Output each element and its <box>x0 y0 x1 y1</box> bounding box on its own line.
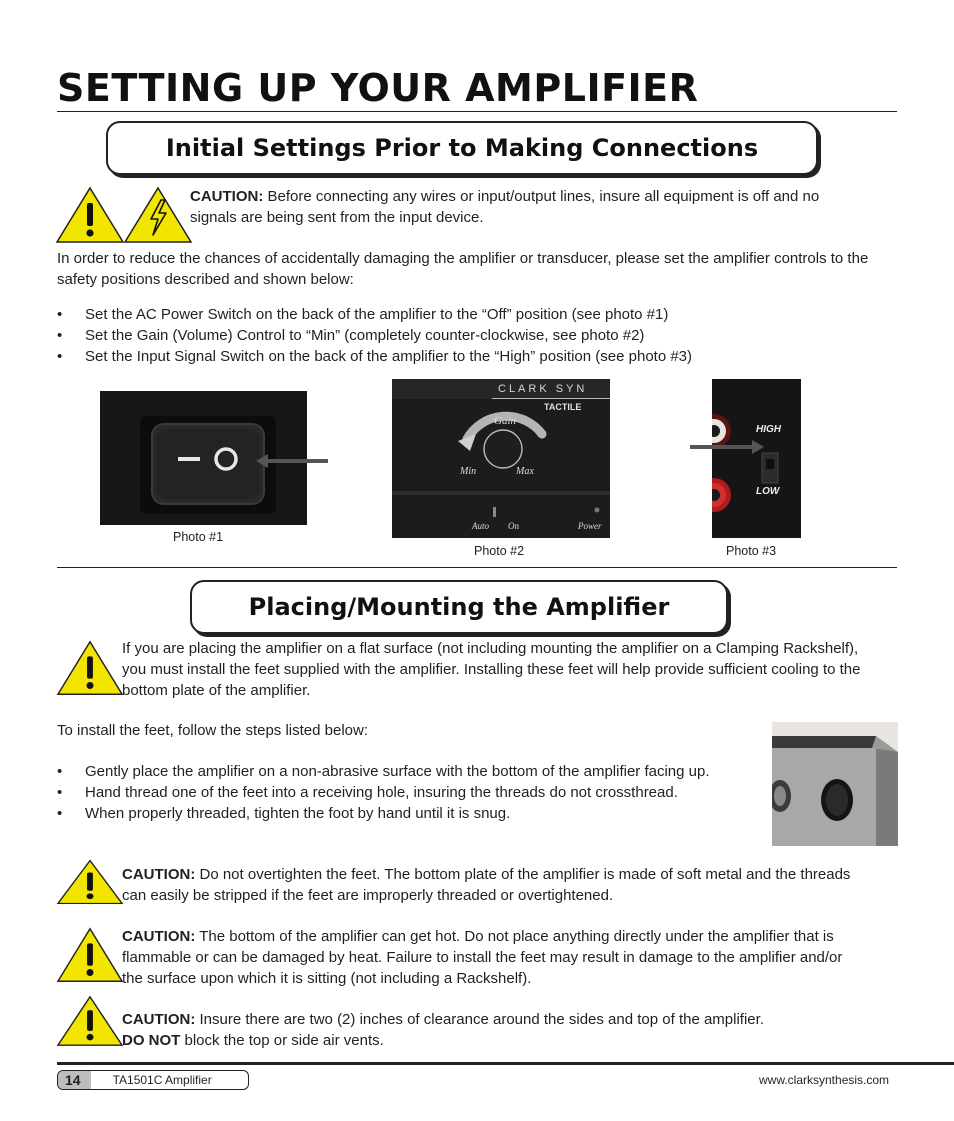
list-item: • Hand thread one of the feet into a receiving hole, insuring the threads do not crossthread. <box>57 782 769 803</box>
exclamation-warning-icon <box>56 995 124 1047</box>
list-item: • Set the Input Signal Switch on the back of the amplifier to the “High” position (see photo #3) <box>57 346 887 367</box>
exclamation-warning-icon <box>56 859 124 905</box>
title-rule <box>57 111 897 112</box>
photo2-power: Power <box>578 521 602 531</box>
photo2-caption: Photo #2 <box>474 544 525 558</box>
photo2-auto: Auto <box>472 521 489 531</box>
photo-bottom-plate <box>772 722 898 846</box>
photo2-model: TACTILE <box>544 402 582 412</box>
list-item: • Gently place the amplifier on a non-abrasive surface with the bottom of the amplifier facing up. <box>57 761 769 782</box>
arrow-icon <box>690 439 766 455</box>
photo2-min: Min <box>460 466 477 477</box>
footer-model: TA1501C Amplifier <box>112 1073 212 1087</box>
photo-input-switch <box>712 379 801 538</box>
page-number: 14 <box>58 1071 91 1089</box>
photo2-brand: CLARK SYN <box>498 383 588 395</box>
exclamation-warning-icon <box>55 186 125 244</box>
list-item: • Set the AC Power Switch on the back of the amplifier to the “Off” position (see photo #1) <box>57 304 887 325</box>
footer-website: www.clarksynthesis.com <box>759 1073 890 1087</box>
feet-note: If you are placing the amplifier on a flat surface (not including mounting the amplifier on a Clamping Rackshelf), you must install the feet supplied with the amplifier. Installing these feet will help provide sufficient cooling to the bottom plate of the amplifier. <box>122 640 861 699</box>
arrow-icon <box>254 453 330 469</box>
photo1-caption: Photo #1 <box>173 530 224 544</box>
page-title: SETTING UP YOUR AMPLIFIER <box>57 66 699 110</box>
photo2-max: Max <box>516 466 534 477</box>
exclamation-warning-icon <box>56 639 124 697</box>
section-heading-initial-settings: Initial Settings Prior to Making Connections <box>106 121 818 175</box>
photo3-low: LOW <box>756 486 780 497</box>
section-rule <box>57 567 897 568</box>
caution-overtighten: CAUTION: Do not overtighten the feet. The bottom plate of the amplifier is made of soft metal and the threads can easily be stripped if the feet are improperly threaded or overtightened. <box>122 866 851 904</box>
caution-clearance: CAUTION: Insure there are two (2) inches of clearance around the sides and top of the amplifier. DO NOT block the top or side air vents. <box>122 1011 764 1049</box>
steps-intro: To install the feet, follow the steps listed below: <box>57 722 369 739</box>
initial-settings-list <box>57 304 887 367</box>
list-item: • When properly threaded, tighten the foot by hand until it is snug. <box>57 803 769 824</box>
footer-page-box <box>57 1070 249 1090</box>
list-item: • Set the Gain (Volume) Control to “Min” (completely counter-clockwise, see photo #2) <box>57 325 887 346</box>
caution-connections: CAUTION: Before connecting any wires or input/output lines, insure all equipment is off and no signals are being sent from the input device. <box>190 188 820 226</box>
photo3-caption: Photo #3 <box>726 544 777 558</box>
intro-paragraph: In order to reduce the chances of accidentally damaging the amplifier or transducer, please set the amplifier controls to the safety positions described and shown below: <box>57 250 869 288</box>
feet-steps-list <box>57 761 769 824</box>
footer-rule <box>57 1062 954 1065</box>
photo2-gain: Gain <box>494 415 516 427</box>
photo2-on: On <box>508 521 519 531</box>
exclamation-warning-icon <box>56 926 124 984</box>
caution-hot-bottom: CAUTION: The bottom of the amplifier can get hot. Do not place anything directly under the amplifier that is flammable or can be damaged by heat. Failure to install the feet may result in damage to the amplifier and/or the surface upon which it is sitting (not including a Rackshelf). <box>122 928 843 987</box>
section-heading-placing-mounting: Placing/Mounting the Amplifier <box>190 580 728 634</box>
photo-gain-control <box>392 379 610 538</box>
electric-shock-warning-icon <box>123 186 193 244</box>
photo3-high: HIGH <box>756 424 781 435</box>
